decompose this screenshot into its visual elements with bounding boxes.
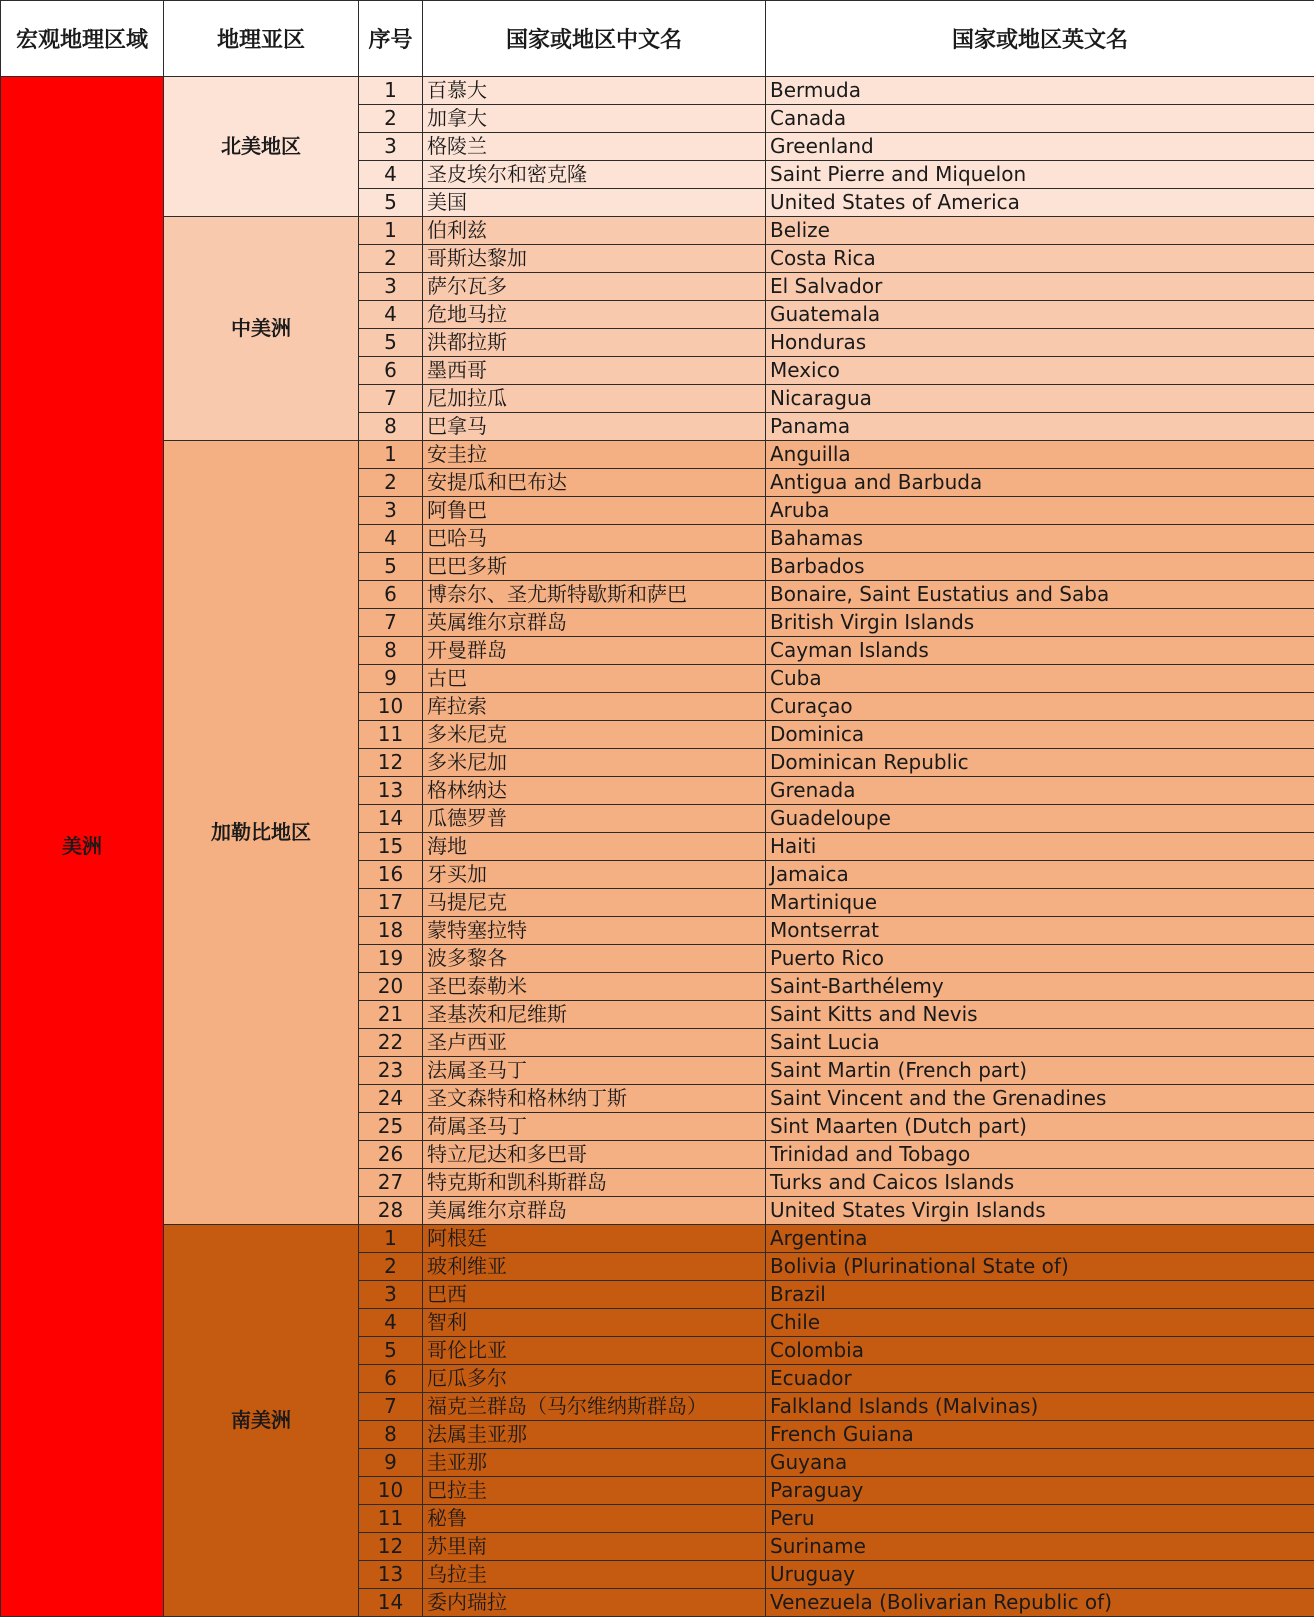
country-name-cn: 海地: [423, 833, 766, 861]
country-name-en: French Guiana: [766, 1421, 1314, 1449]
country-name-cn: 厄瓜多尔: [423, 1365, 766, 1393]
country-name-en: Puerto Rico: [766, 945, 1314, 973]
country-name-cn: 巴哈马: [423, 525, 766, 553]
country-name-en: Martinique: [766, 889, 1314, 917]
country-name-en: Saint Martin (French part): [766, 1057, 1314, 1085]
country-name-en: Saint-Barthélemy: [766, 973, 1314, 1001]
country-name-cn: 福克兰群岛（马尔维纳斯群岛）: [423, 1393, 766, 1421]
row-index: 19: [359, 945, 423, 973]
country-name-en: El Salvador: [766, 273, 1314, 301]
country-name-cn: 圭亚那: [423, 1449, 766, 1477]
row-index: 8: [359, 413, 423, 441]
row-index: 16: [359, 861, 423, 889]
country-name-en: Montserrat: [766, 917, 1314, 945]
row-index: 3: [359, 497, 423, 525]
row-index: 10: [359, 1477, 423, 1505]
country-name-en: Canada: [766, 105, 1314, 133]
country-name-en: Honduras: [766, 329, 1314, 357]
country-name-en: Falkland Islands (Malvinas): [766, 1393, 1314, 1421]
country-name-cn: 美属维尔京群岛: [423, 1197, 766, 1225]
country-name-cn: 乌拉圭: [423, 1561, 766, 1589]
row-index: 27: [359, 1169, 423, 1197]
country-name-cn: 圣文森特和格林纳丁斯: [423, 1085, 766, 1113]
country-name-en: Saint Kitts and Nevis: [766, 1001, 1314, 1029]
row-index: 5: [359, 1337, 423, 1365]
country-name-cn: 安提瓜和巴布达: [423, 469, 766, 497]
country-name-en: Argentina: [766, 1225, 1314, 1253]
subregion-cell: 北美地区: [164, 77, 359, 217]
table-row: [1, 77, 1314, 105]
country-name-cn: 法属圣马丁: [423, 1057, 766, 1085]
row-index: 3: [359, 1281, 423, 1309]
country-name-cn: 危地马拉: [423, 301, 766, 329]
row-index: 1: [359, 77, 423, 105]
country-name-cn: 美国: [423, 189, 766, 217]
country-name-cn: 多米尼克: [423, 721, 766, 749]
row-index: 7: [359, 1393, 423, 1421]
country-name-cn: 巴拉圭: [423, 1477, 766, 1505]
country-name-en: Guadeloupe: [766, 805, 1314, 833]
country-name-cn: 玻利维亚: [423, 1253, 766, 1281]
row-index: 12: [359, 749, 423, 777]
country-name-en: Saint Pierre and Miquelon: [766, 161, 1314, 189]
country-name-en: Dominican Republic: [766, 749, 1314, 777]
country-name-en: Suriname: [766, 1533, 1314, 1561]
header-macro-region: 宏观地理区域: [1, 1, 164, 77]
country-name-cn: 多米尼加: [423, 749, 766, 777]
country-name-en: Haiti: [766, 833, 1314, 861]
country-name-cn: 英属维尔京群岛: [423, 609, 766, 637]
table-row: [1, 217, 1314, 245]
row-index: 6: [359, 357, 423, 385]
row-index: 4: [359, 1309, 423, 1337]
row-index: 11: [359, 1505, 423, 1533]
row-index: 4: [359, 301, 423, 329]
country-name-en: Grenada: [766, 777, 1314, 805]
macro-region-cell: 美洲: [1, 77, 164, 1617]
row-index: 1: [359, 217, 423, 245]
row-index: 3: [359, 133, 423, 161]
country-name-cn: 委内瑞拉: [423, 1589, 766, 1617]
table-body: [1, 77, 1314, 1617]
row-index: 23: [359, 1057, 423, 1085]
row-index: 9: [359, 665, 423, 693]
header-name-en: 国家或地区英文名: [766, 1, 1314, 77]
country-name-en: United States of America: [766, 189, 1314, 217]
row-index: 10: [359, 693, 423, 721]
country-name-en: Saint Lucia: [766, 1029, 1314, 1057]
country-name-en: Bonaire, Saint Eustatius and Saba: [766, 581, 1314, 609]
row-index: 15: [359, 833, 423, 861]
header-index: 序号: [359, 1, 423, 77]
country-name-en: Dominica: [766, 721, 1314, 749]
row-index: 6: [359, 1365, 423, 1393]
country-name-en: Nicaragua: [766, 385, 1314, 413]
country-name-en: Jamaica: [766, 861, 1314, 889]
row-index: 14: [359, 1589, 423, 1617]
country-name-cn: 库拉索: [423, 693, 766, 721]
country-name-cn: 圣基茨和尼维斯: [423, 1001, 766, 1029]
subregion-cell: 南美洲: [164, 1225, 359, 1617]
row-index: 2: [359, 469, 423, 497]
country-name-en: Antigua and Barbuda: [766, 469, 1314, 497]
country-name-en: Greenland: [766, 133, 1314, 161]
country-name-cn: 圣巴泰勒米: [423, 973, 766, 1001]
country-name-en: Chile: [766, 1309, 1314, 1337]
country-name-en: Barbados: [766, 553, 1314, 581]
row-index: 13: [359, 777, 423, 805]
country-name-en: Panama: [766, 413, 1314, 441]
country-name-cn: 墨西哥: [423, 357, 766, 385]
row-index: 22: [359, 1029, 423, 1057]
country-name-en: Cayman Islands: [766, 637, 1314, 665]
subregion-cell: 加勒比地区: [164, 441, 359, 1225]
country-name-en: Turks and Caicos Islands: [766, 1169, 1314, 1197]
country-name-cn: 伯利兹: [423, 217, 766, 245]
country-name-en: Mexico: [766, 357, 1314, 385]
country-name-cn: 尼加拉瓜: [423, 385, 766, 413]
country-name-cn: 特克斯和凯科斯群岛: [423, 1169, 766, 1197]
row-index: 18: [359, 917, 423, 945]
row-index: 5: [359, 329, 423, 357]
country-name-en: Sint Maarten (Dutch part): [766, 1113, 1314, 1141]
country-name-cn: 秘鲁: [423, 1505, 766, 1533]
country-name-cn: 马提尼克: [423, 889, 766, 917]
row-index: 28: [359, 1197, 423, 1225]
row-index: 12: [359, 1533, 423, 1561]
country-name-cn: 波多黎各: [423, 945, 766, 973]
row-index: 2: [359, 1253, 423, 1281]
country-name-cn: 巴西: [423, 1281, 766, 1309]
country-name-cn: 法属圭亚那: [423, 1421, 766, 1449]
row-index: 11: [359, 721, 423, 749]
country-name-cn: 博奈尔、圣尤斯特歇斯和萨巴: [423, 581, 766, 609]
country-name-en: Belize: [766, 217, 1314, 245]
country-name-cn: 荷属圣马丁: [423, 1113, 766, 1141]
country-name-en: Trinidad and Tobago: [766, 1141, 1314, 1169]
country-name-en: Guyana: [766, 1449, 1314, 1477]
header-subregion: 地理亚区: [164, 1, 359, 77]
row-index: 13: [359, 1561, 423, 1589]
subregion-cell: 中美洲: [164, 217, 359, 441]
row-index: 8: [359, 637, 423, 665]
country-name-en: Colombia: [766, 1337, 1314, 1365]
country-name-en: Peru: [766, 1505, 1314, 1533]
row-index: 3: [359, 273, 423, 301]
country-name-cn: 巴巴多斯: [423, 553, 766, 581]
row-index: 6: [359, 581, 423, 609]
country-name-en: Curaçao: [766, 693, 1314, 721]
row-index: 24: [359, 1085, 423, 1113]
country-name-en: Cuba: [766, 665, 1314, 693]
country-name-cn: 格陵兰: [423, 133, 766, 161]
row-index: 8: [359, 1421, 423, 1449]
row-index: 5: [359, 189, 423, 217]
country-name-en: United States Virgin Islands: [766, 1197, 1314, 1225]
country-name-cn: 瓜德罗普: [423, 805, 766, 833]
country-name-en: Anguilla: [766, 441, 1314, 469]
country-name-cn: 百慕大: [423, 77, 766, 105]
row-index: 1: [359, 441, 423, 469]
row-index: 5: [359, 553, 423, 581]
country-name-en: Aruba: [766, 497, 1314, 525]
row-index: 25: [359, 1113, 423, 1141]
country-name-cn: 格林纳达: [423, 777, 766, 805]
country-name-en: Costa Rica: [766, 245, 1314, 273]
country-name-cn: 哥伦比亚: [423, 1337, 766, 1365]
country-name-cn: 阿鲁巴: [423, 497, 766, 525]
row-index: 4: [359, 161, 423, 189]
country-name-cn: 蒙特塞拉特: [423, 917, 766, 945]
country-name-cn: 牙买加: [423, 861, 766, 889]
country-name-cn: 古巴: [423, 665, 766, 693]
header-name-cn: 国家或地区中文名: [423, 1, 766, 77]
row-index: 7: [359, 385, 423, 413]
country-name-en: British Virgin Islands: [766, 609, 1314, 637]
row-index: 21: [359, 1001, 423, 1029]
country-name-cn: 开曼群岛: [423, 637, 766, 665]
country-name-cn: 苏里南: [423, 1533, 766, 1561]
country-name-en: Bermuda: [766, 77, 1314, 105]
header-row: [1, 1, 1314, 77]
country-name-cn: 加拿大: [423, 105, 766, 133]
row-index: 20: [359, 973, 423, 1001]
row-index: 2: [359, 245, 423, 273]
country-name-cn: 智利: [423, 1309, 766, 1337]
country-name-cn: 圣卢西亚: [423, 1029, 766, 1057]
country-name-cn: 萨尔瓦多: [423, 273, 766, 301]
row-index: 26: [359, 1141, 423, 1169]
country-name-en: Paraguay: [766, 1477, 1314, 1505]
country-name-cn: 巴拿马: [423, 413, 766, 441]
country-name-en: Venezuela (Bolivarian Republic of): [766, 1589, 1314, 1617]
country-name-cn: 特立尼达和多巴哥: [423, 1141, 766, 1169]
country-name-en: Uruguay: [766, 1561, 1314, 1589]
row-index: 9: [359, 1449, 423, 1477]
row-index: 4: [359, 525, 423, 553]
row-index: 17: [359, 889, 423, 917]
country-name-cn: 哥斯达黎加: [423, 245, 766, 273]
row-index: 2: [359, 105, 423, 133]
country-name-cn: 洪都拉斯: [423, 329, 766, 357]
country-name-cn: 阿根廷: [423, 1225, 766, 1253]
row-index: 7: [359, 609, 423, 637]
row-index: 14: [359, 805, 423, 833]
country-name-en: Bolivia (Plurinational State of): [766, 1253, 1314, 1281]
country-name-cn: 安圭拉: [423, 441, 766, 469]
country-name-en: Guatemala: [766, 301, 1314, 329]
table-row: [1, 1225, 1314, 1253]
country-name-en: Ecuador: [766, 1365, 1314, 1393]
country-name-cn: 圣皮埃尔和密克隆: [423, 161, 766, 189]
row-index: 1: [359, 1225, 423, 1253]
country-name-en: Brazil: [766, 1281, 1314, 1309]
table-row: [1, 441, 1314, 469]
country-name-en: Saint Vincent and the Grenadines: [766, 1085, 1314, 1113]
country-name-en: Bahamas: [766, 525, 1314, 553]
